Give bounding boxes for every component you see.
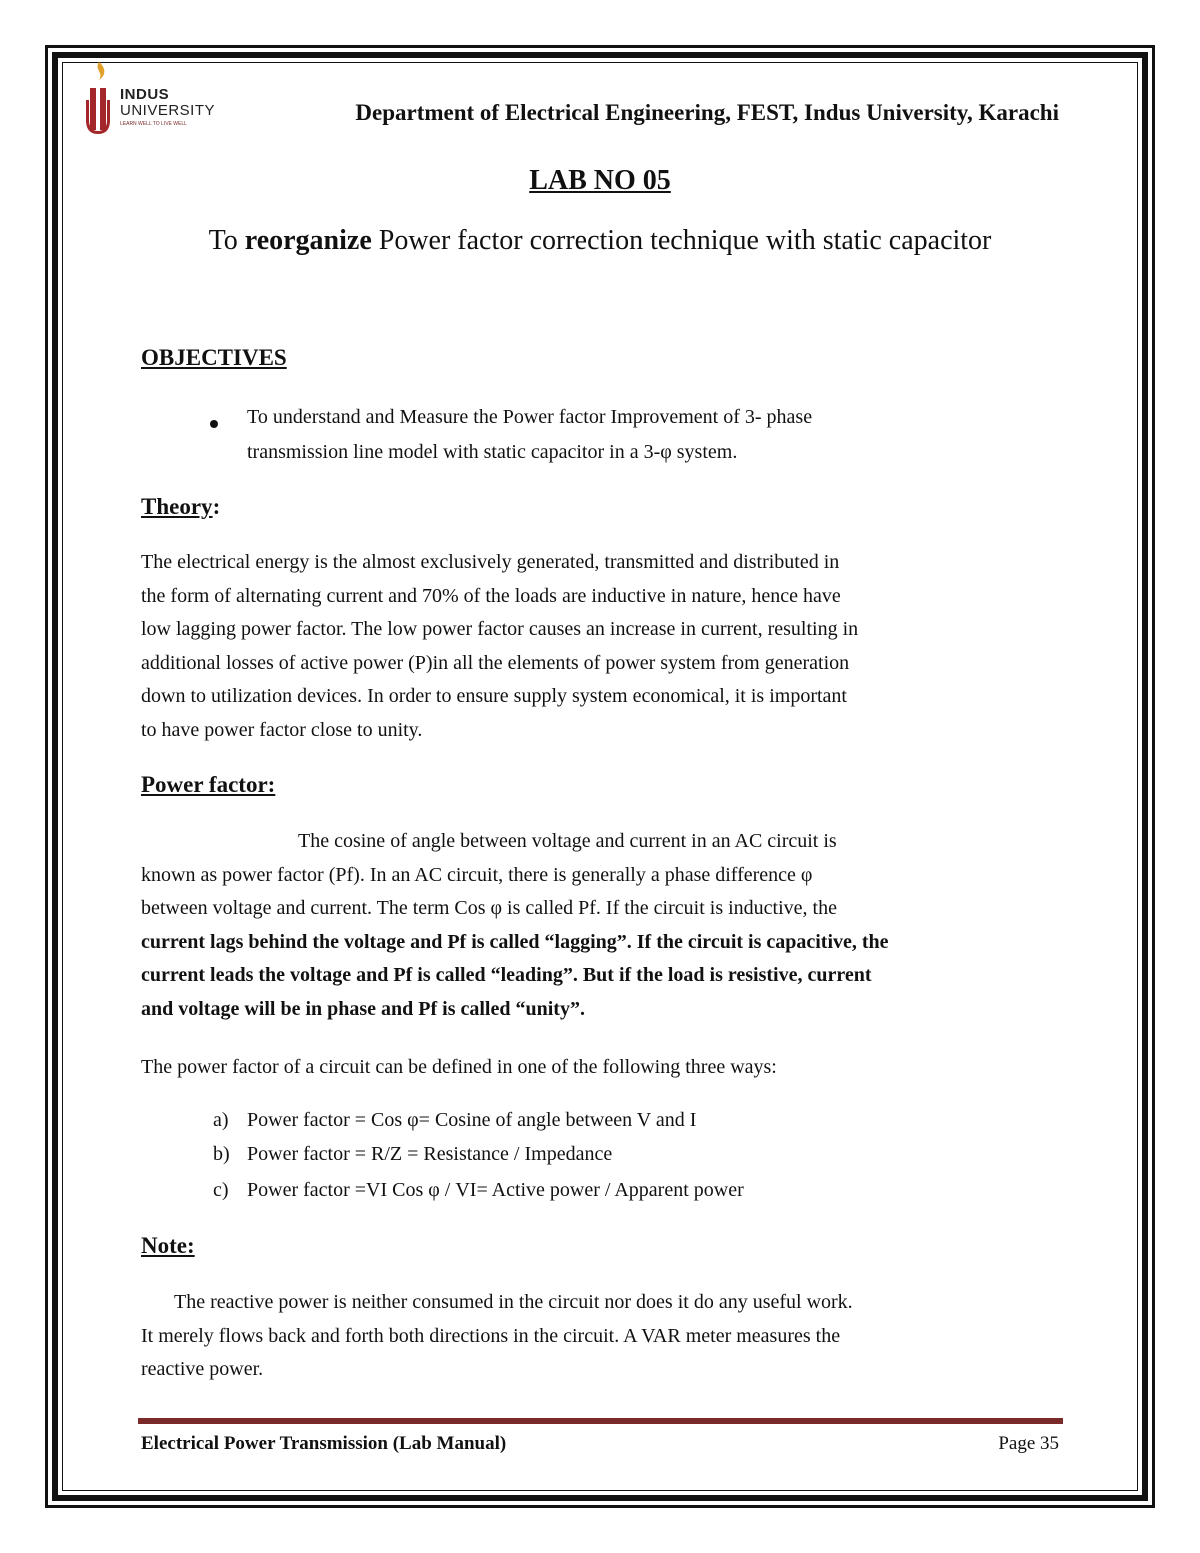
note-heading: Note:	[141, 1233, 195, 1258]
pf-definition-item: a) Power factor = Cos φ= Cosine of angle between V and I	[213, 1109, 697, 1131]
theory-line: the form of alternating current and 70% of the loads are inductive in nature, hence have	[141, 584, 841, 607]
pf-line: current lags behind the voltage and Pf is called “lagging”. If the circuit is capacitive, the	[141, 930, 889, 953]
pf-definition-item: c) Power factor =VI Cos φ / VI= Active power / Apparent power	[213, 1179, 744, 1201]
footer-course-title: Electrical Power Transmission (Lab Manual)	[141, 1433, 507, 1454]
objectives-heading: OBJECTIVES	[141, 345, 287, 370]
theory-line: down to utilization devices. In order to ensure supply system economical, it is important	[141, 685, 847, 708]
pf-line: known as power factor (Pf). In an AC circuit, there is generally a phase difference φ	[141, 863, 813, 886]
university-emblem-icon	[82, 60, 122, 140]
lab-title	[0, 225, 1200, 257]
objective-item	[247, 400, 1047, 470]
pf-line: current leads the voltage and Pf is called “leading”. But if the load is resistive, current	[141, 964, 872, 987]
note-paragraph	[141, 1286, 1059, 1387]
theory-heading: Theory:	[141, 494, 221, 519]
note-line: reactive power.	[141, 1358, 264, 1381]
objective-line1: To understand and Measure the Power factor Improvement of 3- phase	[247, 406, 813, 428]
pf-intro: The power factor of a circuit can be defined in one of the following three ways:	[141, 1056, 777, 1078]
theory-line: to have power factor close to unity.	[141, 718, 423, 741]
footer-divider	[138, 1418, 1063, 1424]
power-factor-paragraph	[141, 825, 1059, 1027]
bullet-icon	[210, 420, 218, 428]
page-number: Page 35	[998, 1433, 1059, 1454]
lab-title-prefix: To	[208, 225, 245, 256]
theory-line: low lagging power factor. The low power factor causes an increase in current, resulting in	[141, 618, 859, 641]
power-factor-heading: Power factor:	[141, 772, 276, 797]
pf-line: The cosine of angle between voltage and current in an AC circuit is	[298, 830, 837, 852]
pf-definition-item: b) Power factor = R/Z = Resistance / Impedance	[213, 1143, 613, 1165]
logo-line1: INDUS	[120, 86, 170, 103]
theory-line: The electrical energy is the almost exclusively generated, transmitted and distributed in	[141, 551, 840, 573]
lab-title-rest: Power factor correction technique with static capacitor	[371, 225, 992, 256]
pf-line: between voltage and current. The term Cos φ is called Pf. If the circuit is inductive, the	[141, 897, 837, 920]
theory-paragraph	[141, 546, 1059, 748]
logo-line2: UNIVERSITY	[120, 102, 216, 119]
university-logo	[82, 60, 232, 140]
pf-line: and voltage will be in phase and Pf is called “unity”.	[141, 997, 585, 1020]
theory-line: additional losses of active power (P)in all the elements of power system from generation	[141, 651, 850, 674]
lab-title-bold: reorganize	[244, 225, 372, 256]
objective-line2: transmission line model with static capacitor in a 3-φ system.	[247, 441, 738, 463]
note-line: It merely flows back and forth both directions in the circuit. A VAR meter measures the	[141, 1324, 841, 1347]
logo-tagline: LEARN WELL TO LIVE WELL	[120, 121, 187, 127]
department-header: Department of Electrical Engineering, FEST, Indus University, Karachi	[355, 100, 1059, 125]
note-line: The reactive power is neither consumed in the circuit nor does it do any useful work.	[174, 1291, 853, 1313]
lab-number: LAB NO 05	[529, 165, 671, 196]
